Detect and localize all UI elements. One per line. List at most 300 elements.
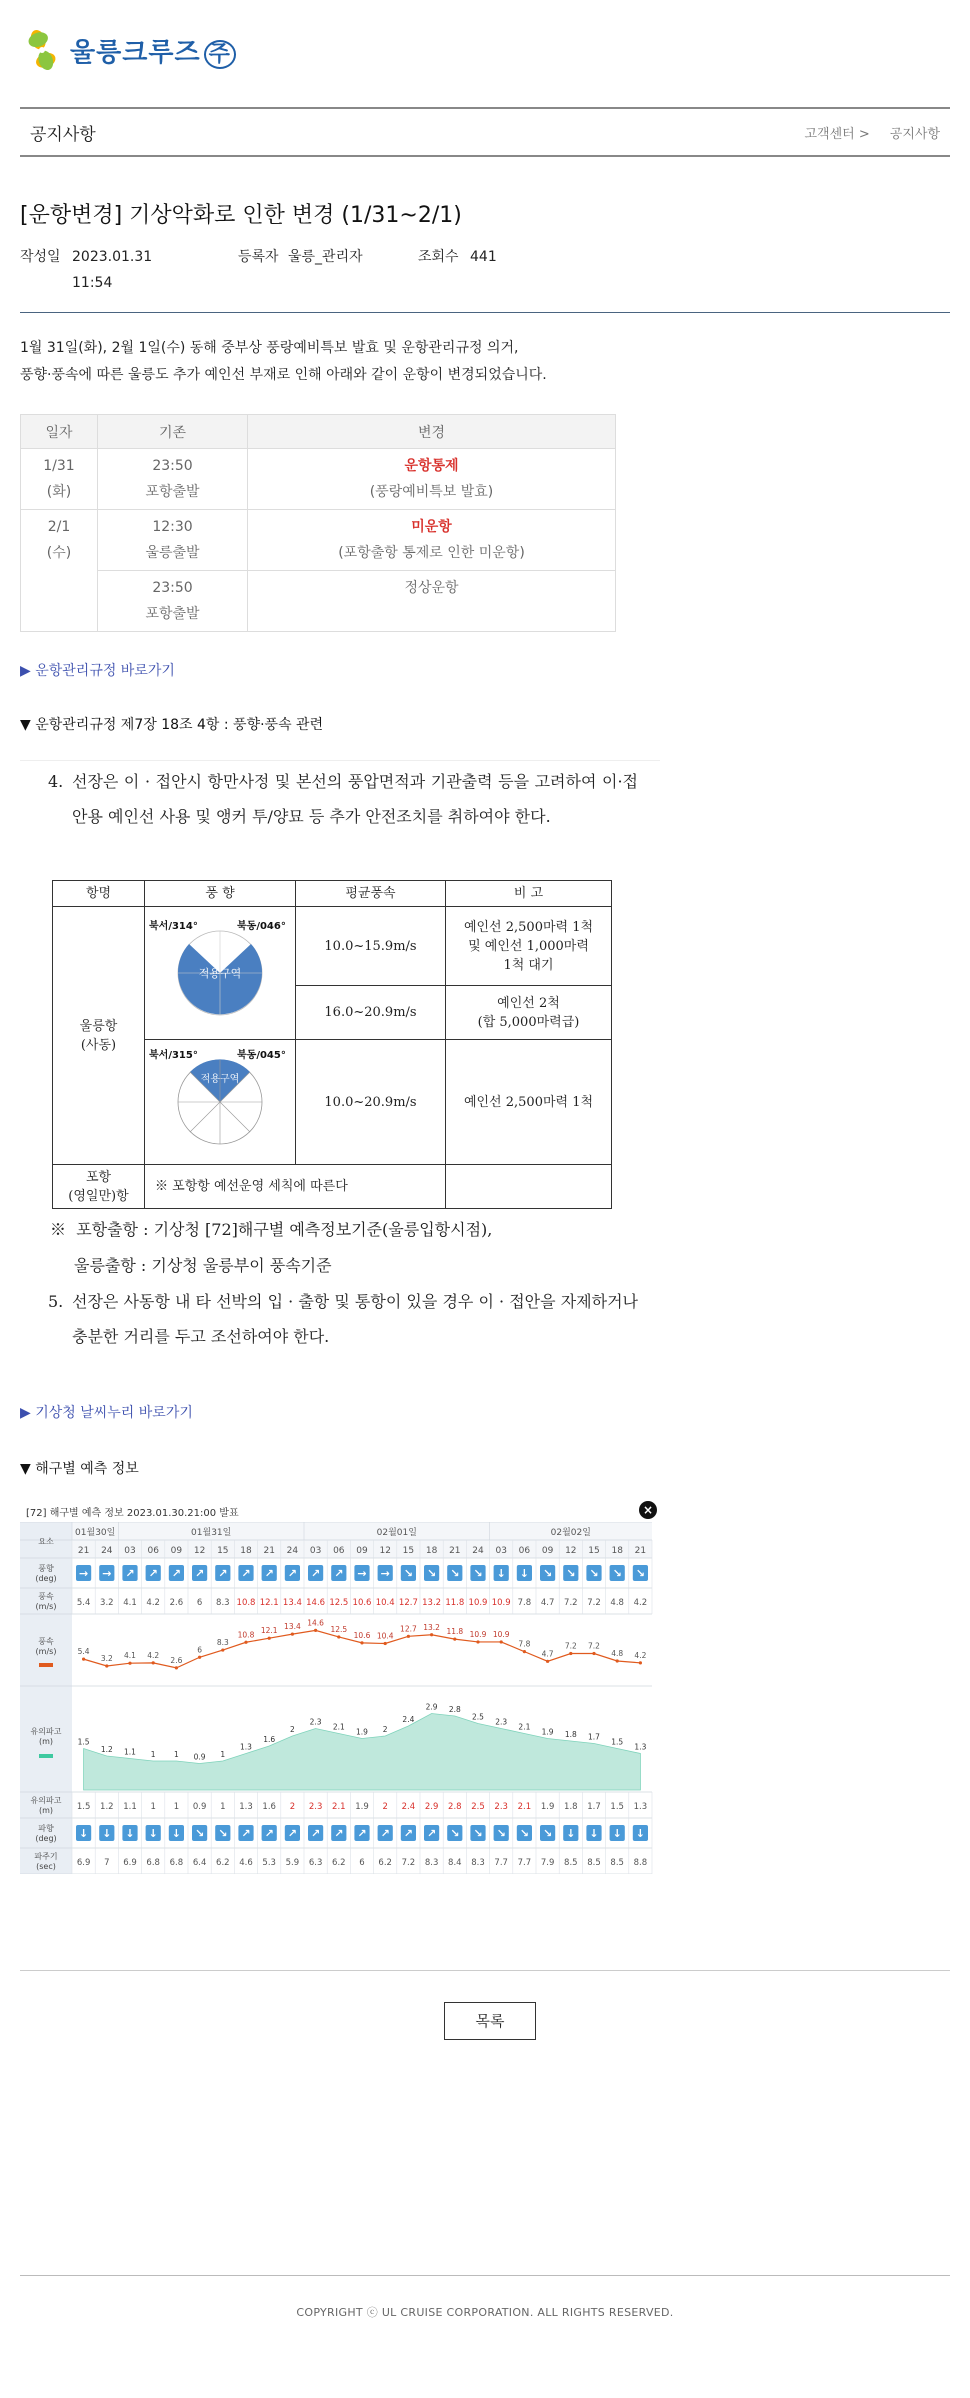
wind-direction-arrow-icon: →: [357, 1567, 367, 1580]
wave-height-value: 2.8: [448, 1802, 462, 1812]
divider: [20, 1970, 950, 1971]
post-time: 11:54: [72, 275, 113, 291]
date-label: 02월01일: [376, 1528, 417, 1538]
wind-speed-value: 7.2: [587, 1598, 601, 1608]
wave-height-data-label: 1.5: [77, 1737, 90, 1747]
wind-speed-point: [198, 1656, 201, 1659]
wave-direction-arrow-icon: ↓: [102, 1827, 112, 1840]
table-header-row: [21, 415, 616, 449]
wind-sector-diagram-2: [145, 1040, 295, 1158]
wind-speed-value: 4.2: [146, 1598, 160, 1608]
wind-speed-value: 4.7: [540, 1598, 555, 1608]
row-time: 23:50: [152, 580, 193, 596]
dir-left-label: 북서/314°: [149, 921, 198, 932]
wind-direction-arrow-icon: ↗: [148, 1567, 158, 1580]
hour-label: 21: [449, 1546, 461, 1556]
hour-label: 21: [77, 1546, 90, 1556]
hour-label: 03: [495, 1546, 507, 1556]
wave-direction-arrow-icon: ↗: [310, 1827, 321, 1840]
wave-height-data-label: 1.7: [588, 1732, 600, 1742]
wind-speed-point: [476, 1640, 479, 1643]
wave-height-data-label: 1.6: [263, 1735, 276, 1744]
row-day: (수): [46, 545, 72, 561]
hour-label: 12: [193, 1546, 206, 1556]
row-label: 풍속: [38, 1637, 54, 1646]
wind-speed-data-label: 4.1: [124, 1651, 136, 1661]
row-from: 울릉출발: [145, 545, 200, 561]
wave-period-value: 6: [359, 1858, 365, 1868]
wave-height-value: 1.3: [633, 1802, 648, 1812]
wave-height-data-label: 2.3: [495, 1717, 508, 1727]
wind-speed-data-label: 4.8: [611, 1649, 624, 1658]
breadcrumb: [805, 123, 941, 142]
date-label: 01월31일: [191, 1528, 232, 1538]
wind-speed-point: [384, 1642, 387, 1645]
wave-period-value: 8.3: [471, 1858, 485, 1868]
wind-speed-point: [360, 1641, 363, 1644]
wave-direction-arrow-icon: ↗: [241, 1827, 251, 1840]
wind-speed-value: 10.9: [468, 1598, 488, 1608]
status-text: 정상운항: [404, 580, 459, 596]
row-unit: (m): [38, 1806, 54, 1815]
rule-text: 선장은 이 · 접안시 항만사정 및 본선의 풍압면적과 기관출력 등을 고려하여 이·접안용 예인선 사용 및 앵커 투/양묘 등 추가 안전조치를 취하여야 한다.: [72, 772, 638, 826]
wind-speed-value: 4.8: [610, 1598, 624, 1608]
table-row: [21, 449, 616, 510]
wind-speed-data-label: 4.2: [634, 1650, 647, 1660]
wave-period-value: 4.6: [239, 1858, 253, 1868]
wind-speed-value: 12.1: [259, 1598, 279, 1608]
row-date: 2/1: [47, 519, 71, 535]
wind-direction-arrow-icon: ↗: [264, 1567, 274, 1580]
note-line: (합 5,000마력급): [477, 1014, 580, 1030]
hour-label: 15: [402, 1546, 415, 1556]
wind-direction-arrow-icon: ↗: [171, 1567, 182, 1580]
port-name: 울릉항: [79, 1018, 118, 1034]
wind-direction-arrow-icon: ↘: [426, 1567, 437, 1580]
wave-height-value: 1.5: [76, 1802, 91, 1812]
wave-period-value: 5.9: [285, 1858, 300, 1868]
row-label: 파주기: [34, 1852, 58, 1861]
breadcrumb-notice[interactable]: 공지사항: [889, 126, 940, 142]
status-reason: (포항출항 통제로 인한 미운항): [338, 545, 525, 561]
wind-direction-arrow-icon: ↘: [473, 1567, 483, 1580]
wind-direction-arrow-icon: ↗: [194, 1567, 205, 1580]
wave-height-value: 2.4: [401, 1802, 416, 1812]
wave-height-value: 1.6: [262, 1802, 276, 1812]
wind-speed-data-label: 6: [197, 1645, 202, 1655]
wave-direction-arrow-icon: ↓: [125, 1827, 135, 1840]
date-label: 01월30일: [75, 1528, 116, 1538]
wave-period-value: 6.4: [192, 1858, 207, 1868]
wave-period-value: 6.2: [378, 1858, 392, 1868]
row-from: 포항출발: [145, 606, 200, 622]
wave-direction-arrow-icon: ↓: [171, 1827, 182, 1840]
hour-label: 06: [333, 1546, 345, 1556]
wave-height-value: 1: [173, 1802, 180, 1812]
wind-speed-value: 4.2: [633, 1598, 648, 1608]
rule-item-4: [48, 764, 638, 834]
wind-speed-value: 2.6: [169, 1598, 184, 1608]
wave-period-value: 7.7: [494, 1858, 508, 1868]
wave-legend-swatch: [39, 1754, 53, 1758]
wind-speed-point: [592, 1652, 595, 1655]
wind-speed-data-label: 8.3: [216, 1638, 229, 1648]
wind-direction-arrow-icon: ↗: [218, 1567, 228, 1580]
wind-direction-arrow-icon: →: [380, 1567, 390, 1580]
dir-right-label: 북동/046°: [237, 921, 286, 932]
wave-period-value: 5.3: [262, 1858, 276, 1868]
wave-height-data-label: 2: [290, 1725, 295, 1734]
row-label: 풍속: [38, 1592, 54, 1601]
hour-label: 15: [588, 1546, 600, 1556]
logo[interactable]: [20, 28, 236, 72]
wave-direction-arrow-icon: ↓: [612, 1827, 622, 1840]
forecast-heading: ▼ 해구별 예측 정보: [20, 1461, 139, 1477]
wave-height-data-label: 2.1: [332, 1722, 345, 1732]
wind-direction-arrow-icon: ↗: [287, 1567, 298, 1580]
row-unit: (deg): [35, 1574, 57, 1583]
row-from: 포항출발: [145, 484, 200, 500]
wave-period-value: 6.9: [123, 1858, 137, 1868]
post-meta: [20, 244, 620, 298]
wave-height-value: 1.7: [587, 1802, 601, 1812]
wave-height-value: 1.3: [239, 1802, 253, 1812]
wave-height-value: 0.9: [192, 1802, 207, 1812]
wave-direction-arrow-icon: ↘: [194, 1827, 205, 1840]
wave-direction-arrow-icon: ↓: [78, 1827, 89, 1840]
wind-direction-arrow-icon: ↘: [589, 1567, 599, 1580]
wave-period-value: 8.8: [633, 1858, 648, 1868]
wind-speed-point: [221, 1648, 224, 1651]
wind-direction-arrow-icon: →: [102, 1567, 112, 1580]
wave-height-data-label: 1.1: [124, 1747, 136, 1757]
wind-speed-data-label: 2.6: [170, 1655, 183, 1665]
hour-label: 21: [263, 1546, 275, 1556]
wind-speed-data-label: 10.8: [237, 1630, 255, 1640]
brand-suffix: 주: [204, 40, 236, 69]
wave-height-data-label: 1: [174, 1750, 179, 1759]
wave-period-value: 6.8: [146, 1858, 160, 1868]
views-label: 조회수: [418, 249, 459, 265]
wind-speed-value: 4.1: [123, 1598, 137, 1608]
wave-direction-arrow-icon: ↘: [496, 1827, 506, 1840]
hour-label: 09: [170, 1546, 183, 1556]
wind-speed-data-label: 10.9: [492, 1629, 510, 1639]
wave-height-data-label: 2.1: [518, 1722, 531, 1732]
footer-divider: [20, 2275, 950, 2276]
note-line: 및 예인선 1,000마력: [468, 938, 589, 954]
col-header: 일자: [21, 415, 98, 449]
schedule-table: [20, 414, 616, 632]
status-reason: (풍랑예비특보 발효): [369, 484, 494, 500]
wave-height-data-label: 1.3: [634, 1742, 647, 1752]
wave-height-data-label: 2.3: [309, 1717, 322, 1727]
table-row: [21, 510, 616, 571]
wind-speed-point: [128, 1662, 131, 1665]
hour-label: 24: [472, 1546, 484, 1556]
wave-height-value: 1.2: [100, 1802, 114, 1812]
wind-speed-data-label: 13.2: [423, 1622, 440, 1632]
row-unit: (deg): [35, 1834, 57, 1843]
wind-speed-value: 14.6: [306, 1598, 326, 1608]
wave-period-value: 8.5: [610, 1858, 624, 1868]
wave-height-value: 1.9: [540, 1802, 555, 1812]
wind-sector-diagram-1: [145, 907, 295, 1033]
wind-speed-data-label: 12.1: [260, 1626, 278, 1636]
weather-link[interactable]: ▶ 기상청 날씨누리 바로가기: [20, 1405, 193, 1421]
hour-label: 18: [611, 1546, 623, 1556]
row-label: 유의파고: [30, 1727, 62, 1736]
wind-speed-point: [500, 1640, 503, 1643]
speed-cell: 10.0~15.9m/s: [296, 907, 446, 986]
wind-speed-point: [337, 1635, 340, 1638]
wave-period-value: 6.9: [76, 1858, 91, 1868]
hour-label: 18: [425, 1546, 438, 1556]
wave-height-data-label: 2.4: [402, 1715, 415, 1724]
wind-speed-point: [523, 1650, 526, 1653]
wave-direction-arrow-icon: ↘: [519, 1827, 530, 1840]
wave-height-value: 1.8: [564, 1802, 578, 1812]
rules-link[interactable]: ▶ 운항관리규정 바로가기: [20, 663, 175, 679]
wave-height-value: 1.5: [610, 1802, 624, 1812]
wind-speed-data-label: 12.5: [330, 1624, 348, 1634]
wave-height-data-label: 1.8: [564, 1730, 577, 1739]
close-icon[interactable]: ×: [639, 1501, 657, 1519]
wave-height-data-label: 1: [220, 1750, 226, 1759]
wind-speed-value: 7.8: [517, 1598, 532, 1608]
post-date: 2023.01.31: [72, 249, 153, 265]
wind-speed-value: 10.9: [491, 1598, 511, 1608]
wave-height-data-label: 2.8: [448, 1705, 461, 1714]
wind-speed-point: [105, 1664, 108, 1667]
wave-height-data-label: 2: [382, 1725, 388, 1734]
forecast-caption: [72] 해구별 예측 정보 2023.01.30.21:00 발표: [26, 1508, 239, 1519]
wave-height-value: 2: [289, 1802, 296, 1812]
item-number: 5.: [48, 1292, 64, 1311]
wind-speed-point: [569, 1652, 572, 1655]
wave-period-value: 8.3: [424, 1858, 439, 1868]
wave-direction-arrow-icon: ↘: [450, 1827, 460, 1840]
wave-height-value: 2.5: [471, 1802, 485, 1812]
wave-direction-arrow-icon: ↗: [403, 1827, 414, 1840]
wave-height-value: 2.3: [494, 1802, 508, 1812]
wind-legend-swatch: [39, 1663, 53, 1667]
col-header: 풍 향: [145, 881, 296, 907]
wave-period-value: 6.8: [169, 1858, 184, 1868]
wind-speed-point: [430, 1633, 433, 1636]
hour-label: 24: [286, 1546, 299, 1556]
port-note: ※ 포항항 예선운영 세칙에 따른다: [145, 1165, 446, 1209]
hour-label: 09: [356, 1546, 368, 1556]
wave-direction-arrow-icon: ↓: [566, 1827, 576, 1840]
wave-direction-arrow-icon: ↘: [542, 1827, 553, 1840]
wind-speed-data-label: 12.7: [400, 1624, 417, 1634]
rule-note: [50, 1212, 650, 1284]
wind-speed-point: [407, 1635, 410, 1638]
wave-height-value: 1.9: [355, 1802, 369, 1812]
col-header: 변경: [248, 415, 616, 449]
wave-height-data-label: 2.9: [425, 1702, 438, 1712]
wind-speed-data-label: 4.2: [147, 1650, 160, 1660]
wave-direction-arrow-icon: ↘: [218, 1827, 228, 1840]
hour-label: 12: [379, 1546, 391, 1556]
clover-logo-icon: [20, 28, 64, 72]
table-row: [53, 907, 612, 986]
row-label: 유의파고: [30, 1796, 62, 1805]
hour-label: 18: [240, 1546, 252, 1556]
row-label: 파향: [38, 1824, 54, 1833]
row-time: 12:30: [152, 519, 193, 535]
wind-speed-value: 10.8: [236, 1598, 256, 1608]
intro-text: [20, 335, 547, 389]
forecast-chart: [20, 1522, 660, 1874]
wave-direction-arrow-icon: ↗: [287, 1827, 298, 1840]
wave-height-area: [84, 1714, 641, 1791]
wind-speed-point: [546, 1660, 549, 1663]
wind-speed-data-label: 5.4: [77, 1647, 90, 1657]
wind-speed-data-label: 7.2: [588, 1641, 600, 1651]
wave-height-value: 1: [150, 1802, 156, 1812]
wave-period-value: 7.9: [540, 1858, 555, 1868]
row-unit: (m/s): [35, 1647, 57, 1656]
table-header-row: [53, 881, 612, 907]
wave-direction-arrow-icon: ↓: [635, 1827, 646, 1840]
wind-speed-data-label: 7.2: [564, 1641, 577, 1651]
row-day: (화): [46, 484, 72, 500]
wave-height-data-label: 1.3: [240, 1742, 252, 1752]
note-line: 포항출항 : 기상청 [72]해구별 예측정보기준(울릉입항시점),: [76, 1220, 493, 1239]
hour-label: 12: [565, 1546, 577, 1556]
wind-speed-data-label: 4.7: [541, 1649, 554, 1659]
wind-speed-value: 13.2: [422, 1598, 442, 1608]
row-label: 요소: [38, 1537, 54, 1546]
wave-period-value: 7: [104, 1858, 110, 1868]
rule-item-5: [48, 1284, 638, 1354]
wind-speed-point: [268, 1637, 271, 1640]
hour-label: 15: [217, 1546, 229, 1556]
wind-speed-point: [639, 1661, 642, 1664]
wind-direction-arrow-icon: ↘: [566, 1567, 576, 1580]
wave-period-value: 8.5: [587, 1858, 601, 1868]
note-line: 예인선 2척: [497, 995, 560, 1011]
wind-speed-value: 13.4: [282, 1598, 302, 1608]
wave-height-value: 2.1: [517, 1802, 532, 1812]
wind-speed-value: 3.2: [100, 1598, 114, 1608]
port-sub: (사동): [80, 1037, 117, 1053]
note-line: 1척 대기: [503, 957, 554, 973]
wind-speed-point: [82, 1658, 85, 1661]
divider: [20, 312, 950, 313]
wind-speed-value: 10.4: [375, 1598, 395, 1608]
wind-speed-value: 5.4: [76, 1598, 91, 1608]
wind-speed-value: 7.2: [564, 1598, 578, 1608]
wind-speed-point: [314, 1629, 317, 1632]
wave-period-value: 6.3: [308, 1858, 323, 1868]
wind-direction-arrow-icon: ↗: [310, 1567, 321, 1580]
hour-label: 06: [518, 1546, 531, 1556]
wave-period-value: 7.2: [401, 1858, 416, 1868]
date-label: 작성일: [20, 249, 61, 265]
wind-direction-arrow-icon: ↘: [635, 1567, 646, 1580]
hour-label: 21: [634, 1546, 647, 1556]
wave-direction-arrow-icon: ↗: [334, 1827, 344, 1840]
hour-label: 24: [101, 1546, 113, 1556]
brand-name: 울릉크루즈 주: [70, 32, 236, 69]
wave-height-data-label: 2.5: [472, 1712, 484, 1722]
table-row: [53, 1165, 612, 1209]
wave-height-value: 2.9: [424, 1802, 439, 1812]
wind-speed-data-label: 10.6: [353, 1630, 371, 1640]
wave-period-value: 7.7: [517, 1858, 532, 1868]
wave-height-value: 1.1: [123, 1802, 137, 1812]
status-text: 미운항: [411, 519, 452, 535]
wave-height-data-label: 1.2: [100, 1745, 113, 1754]
wind-speed-point: [175, 1666, 178, 1669]
wave-direction-arrow-icon: ↗: [357, 1827, 367, 1840]
note-line: 울릉출항 : 기상청 울릉부이 풍속기준: [74, 1256, 332, 1275]
wind-direction-arrow-icon: →: [78, 1567, 89, 1580]
row-date: 1/31: [43, 458, 75, 474]
wave-height-value: 1: [220, 1802, 226, 1812]
wave-direction-arrow-icon: ↗: [264, 1827, 274, 1840]
dir-left-label: 북서/315°: [149, 1050, 198, 1061]
rules-heading: ▼ 운항관리규정 제7장 18조 4항 : 풍향·풍속 관련: [20, 717, 324, 733]
zone-label: 적용구역: [198, 967, 242, 980]
col-header: 평균풍속: [296, 881, 446, 907]
post-title: [운항변경] 기상악화로 인한 변경 (1/31~2/1): [20, 203, 462, 228]
item-number: 4.: [48, 772, 64, 791]
wind-direction-arrow-icon: ↗: [241, 1567, 251, 1580]
wave-period-value: 6.2: [332, 1858, 346, 1868]
wind-speed-point: [152, 1661, 155, 1664]
wind-speed-data-label: 10.9: [469, 1629, 487, 1639]
wind-speed-data-label: 10.4: [376, 1631, 394, 1641]
wave-height-data-label: 0.9: [193, 1752, 206, 1762]
dir-right-label: 북동/045°: [237, 1050, 286, 1061]
wave-direction-arrow-icon: ↓: [589, 1827, 599, 1840]
wind-speed-value: 6: [196, 1598, 203, 1608]
wave-direction-arrow-icon: ↗: [380, 1827, 390, 1840]
list-button[interactable]: 목록: [444, 2002, 536, 2040]
wind-speed-point: [616, 1659, 619, 1662]
wind-direction-arrow-icon: ↗: [334, 1567, 344, 1580]
copyright: COPYRIGHT ⓒ UL CRUISE CORPORATION. ALL RIGHTS RESERVED.: [296, 2306, 674, 2319]
wind-direction-arrow-icon: ↘: [542, 1567, 553, 1580]
hour-label: 03: [309, 1546, 322, 1556]
wind-speed-value: 11.8: [445, 1598, 465, 1608]
wind-speed-data-label: 14.6: [307, 1618, 324, 1628]
wind-speed-data-label: 7.8: [518, 1639, 531, 1649]
row-label: 풍향: [38, 1564, 54, 1573]
author-label: 등록자: [238, 249, 279, 265]
hour-label: 03: [124, 1546, 136, 1556]
wave-period-value: 8.5: [564, 1858, 578, 1868]
page-title: 공지사항: [30, 124, 96, 145]
wind-speed-point: [244, 1641, 247, 1644]
wind-speed-value: 12.7: [398, 1598, 418, 1608]
wind-direction-arrow-icon: ↘: [450, 1567, 460, 1580]
breadcrumb-customer-center[interactable]: 고객센터 >: [804, 126, 870, 142]
note-mark: ※: [50, 1220, 67, 1239]
wave-direction-arrow-icon: ↗: [426, 1827, 437, 1840]
wind-speed-point: [453, 1638, 456, 1641]
speed-cell: 10.0~20.9m/s: [296, 1040, 446, 1165]
hour-label: 06: [147, 1546, 159, 1556]
intro-line: 풍향·풍속에 따른 울릉도 추가 예인선 부재로 인해 아래와 같이 운항이 변경되었습니다.: [20, 367, 547, 383]
wave-period-value: 6.2: [216, 1858, 230, 1868]
page-nav: [20, 107, 950, 157]
rule-text: 선장은 사동항 내 타 선박의 입 · 출항 및 통항이 있을 경우 이 · 접안을 자제하거나 충분한 거리를 두고 조선하여야 한다.: [72, 1292, 638, 1346]
